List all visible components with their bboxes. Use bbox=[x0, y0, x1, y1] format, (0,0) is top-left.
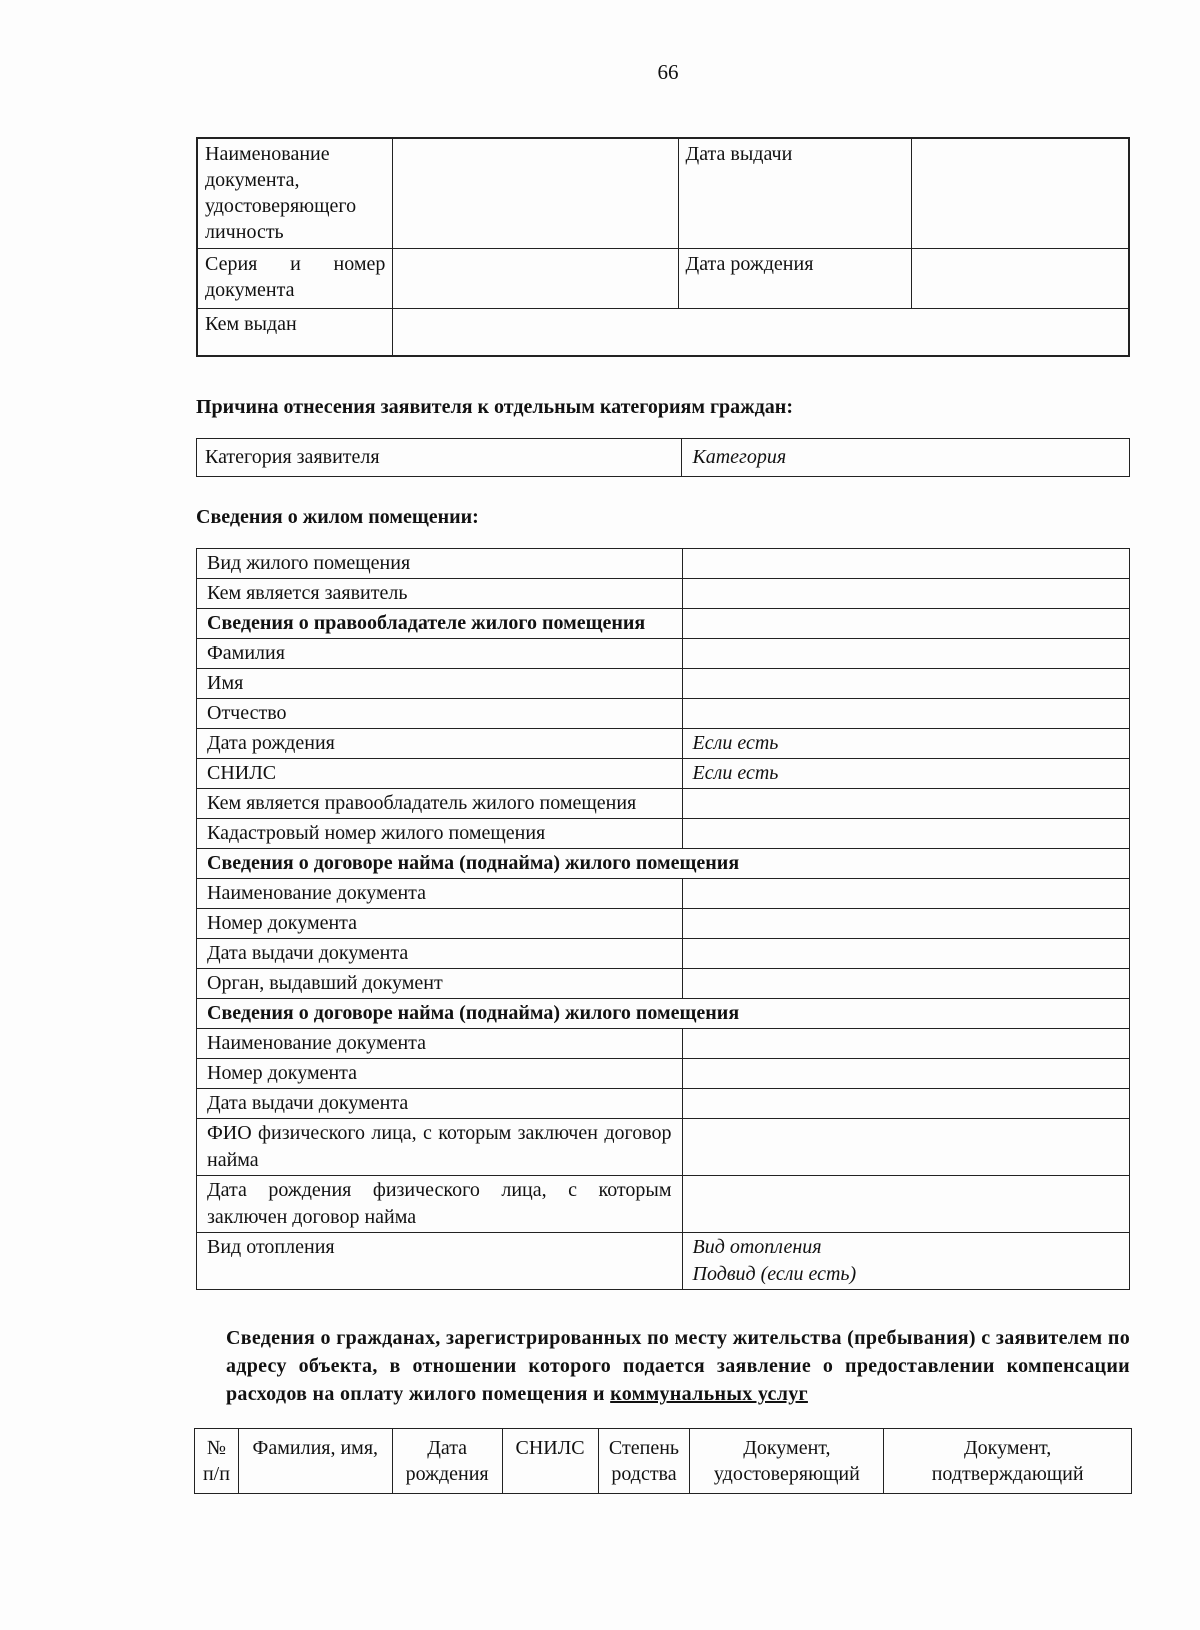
housing-row-value[interactable] bbox=[682, 1059, 1129, 1089]
housing-row bbox=[197, 1059, 1130, 1089]
citizens-column-header: Документ, подтверждающий bbox=[884, 1429, 1132, 1494]
housing-row-value[interactable] bbox=[682, 1233, 1129, 1290]
housing-row-label: Имя bbox=[197, 669, 683, 699]
housing-row bbox=[197, 1176, 1130, 1233]
housing-row bbox=[197, 609, 1130, 639]
issued-by-value[interactable] bbox=[393, 308, 1129, 356]
issue-date-value[interactable] bbox=[912, 138, 1129, 248]
housing-row-value[interactable] bbox=[682, 1176, 1129, 1233]
identity-document-table bbox=[196, 137, 1130, 357]
housing-row bbox=[197, 939, 1130, 969]
housing-row bbox=[197, 759, 1130, 789]
housing-row-value[interactable] bbox=[682, 609, 1129, 639]
housing-row-label: Отчество bbox=[197, 699, 683, 729]
citizens-column-header: № п/п bbox=[195, 1429, 239, 1494]
housing-row-value[interactable] bbox=[682, 1089, 1129, 1119]
housing-row-value[interactable] bbox=[682, 579, 1129, 609]
housing-row-label: Орган, выдавший документ bbox=[197, 969, 683, 999]
category-value[interactable]: Категория bbox=[682, 439, 1130, 477]
housing-row-value[interactable] bbox=[682, 549, 1129, 579]
housing-row-value[interactable] bbox=[682, 969, 1129, 999]
housing-value-text: Если есть bbox=[692, 732, 779, 754]
citizens-heading-main: Сведения о гражданах, зарегистрированных по месту жительства (пребывания) с заявителем по адресу объекта, в отношении которого подается заявление о предоставлении компенсации расходов на оплату жилого помещения и bbox=[226, 1327, 1130, 1405]
housing-row bbox=[197, 999, 1130, 1029]
page-number: 66 bbox=[657, 60, 679, 84]
housing-row-label: СНИЛС bbox=[197, 759, 683, 789]
housing-row bbox=[197, 639, 1130, 669]
housing-row bbox=[197, 909, 1130, 939]
housing-row-label: Вид отопления bbox=[197, 1233, 683, 1290]
housing-row-value[interactable] bbox=[682, 939, 1129, 969]
citizens-column-header: Фамилия, имя, bbox=[238, 1429, 392, 1494]
housing-row-label: Дата рождения bbox=[197, 729, 683, 759]
housing-section-label: Сведения о договоре найма (поднайма) жилого помещения bbox=[197, 999, 1130, 1029]
housing-section-label: Сведения о договоре найма (поднайма) жилого помещения bbox=[197, 849, 1130, 879]
housing-row bbox=[197, 669, 1130, 699]
housing-row-label: Дата рождения физического лица, с которым заключен договор найма bbox=[197, 1176, 683, 1233]
series-number-label: Серия и номер документа bbox=[197, 248, 393, 308]
housing-row-label: Дата выдачи документа bbox=[197, 939, 683, 969]
doc-name-label: Наименование документа, удостоверяющего личность bbox=[197, 138, 393, 248]
series-number-value[interactable] bbox=[393, 248, 678, 308]
category-label: Категория заявителя bbox=[197, 439, 682, 477]
housing-row bbox=[197, 819, 1130, 849]
housing-value-text: Вид отопления bbox=[692, 1236, 822, 1258]
citizens-heading bbox=[226, 1324, 1130, 1408]
housing-row-label: Сведения о правообладателе жилого помещения bbox=[197, 609, 683, 639]
doc-name-value[interactable] bbox=[393, 138, 678, 248]
housing-row-value[interactable] bbox=[682, 909, 1129, 939]
housing-row-label: Кем является правообладатель жилого помещения bbox=[197, 789, 683, 819]
issued-by-label: Кем выдан bbox=[197, 308, 393, 356]
housing-row-value[interactable] bbox=[682, 669, 1129, 699]
housing-row-value[interactable] bbox=[682, 699, 1129, 729]
housing-row-value[interactable] bbox=[682, 879, 1129, 909]
citizens-table bbox=[194, 1428, 1132, 1494]
housing-row-label: Фамилия bbox=[197, 639, 683, 669]
category-table bbox=[196, 438, 1130, 477]
housing-row-value[interactable] bbox=[682, 1119, 1129, 1176]
housing-row bbox=[197, 1233, 1130, 1290]
category-heading: Причина отнесения заявителя к отдельным категориям граждан: bbox=[196, 396, 793, 418]
housing-row-value[interactable] bbox=[682, 759, 1129, 789]
housing-row bbox=[197, 789, 1130, 819]
housing-row-label: Номер документа bbox=[197, 909, 683, 939]
citizens-column-header: Документ, удостоверяющий bbox=[690, 1429, 884, 1494]
citizens-heading-tail: коммунальных услуг bbox=[610, 1383, 808, 1405]
housing-row bbox=[197, 729, 1130, 759]
housing-row-value[interactable] bbox=[682, 819, 1129, 849]
issue-date-label: Дата выдачи bbox=[678, 138, 912, 248]
housing-value-text-2: Подвид (если есть) bbox=[692, 1263, 857, 1285]
housing-row bbox=[197, 1089, 1130, 1119]
housing-row bbox=[197, 1029, 1130, 1059]
housing-row-value[interactable] bbox=[682, 789, 1129, 819]
housing-row bbox=[197, 579, 1130, 609]
housing-row bbox=[197, 699, 1130, 729]
housing-value-text: Если есть bbox=[692, 762, 779, 784]
housing-row-value[interactable] bbox=[682, 729, 1129, 759]
citizens-column-header: СНИЛС bbox=[502, 1429, 598, 1494]
housing-row bbox=[197, 1119, 1130, 1176]
housing-heading: Сведения о жилом помещении: bbox=[196, 506, 479, 528]
housing-row-label: Номер документа bbox=[197, 1059, 683, 1089]
housing-row-label: Вид жилого помещения bbox=[197, 549, 683, 579]
citizens-header-row bbox=[195, 1429, 1132, 1494]
birth-date-label: Дата рождения bbox=[678, 248, 912, 308]
birth-date-value[interactable] bbox=[912, 248, 1129, 308]
housing-table bbox=[196, 548, 1130, 1290]
housing-row bbox=[197, 549, 1130, 579]
housing-row bbox=[197, 849, 1130, 879]
housing-row-label: Дата выдачи документа bbox=[197, 1089, 683, 1119]
housing-row bbox=[197, 879, 1130, 909]
housing-row-label: Кем является заявитель bbox=[197, 579, 683, 609]
housing-row-value[interactable] bbox=[682, 639, 1129, 669]
housing-row-label: ФИО физического лица, с которым заключен договор найма bbox=[197, 1119, 683, 1176]
citizens-column-header: Дата рождения bbox=[392, 1429, 502, 1494]
housing-row-value[interactable] bbox=[682, 1029, 1129, 1059]
housing-row-label: Кадастровый номер жилого помещения bbox=[197, 819, 683, 849]
citizens-column-header: Степень родства bbox=[598, 1429, 690, 1494]
housing-row-label: Наименование документа bbox=[197, 879, 683, 909]
housing-row-label: Наименование документа bbox=[197, 1029, 683, 1059]
housing-row bbox=[197, 969, 1130, 999]
